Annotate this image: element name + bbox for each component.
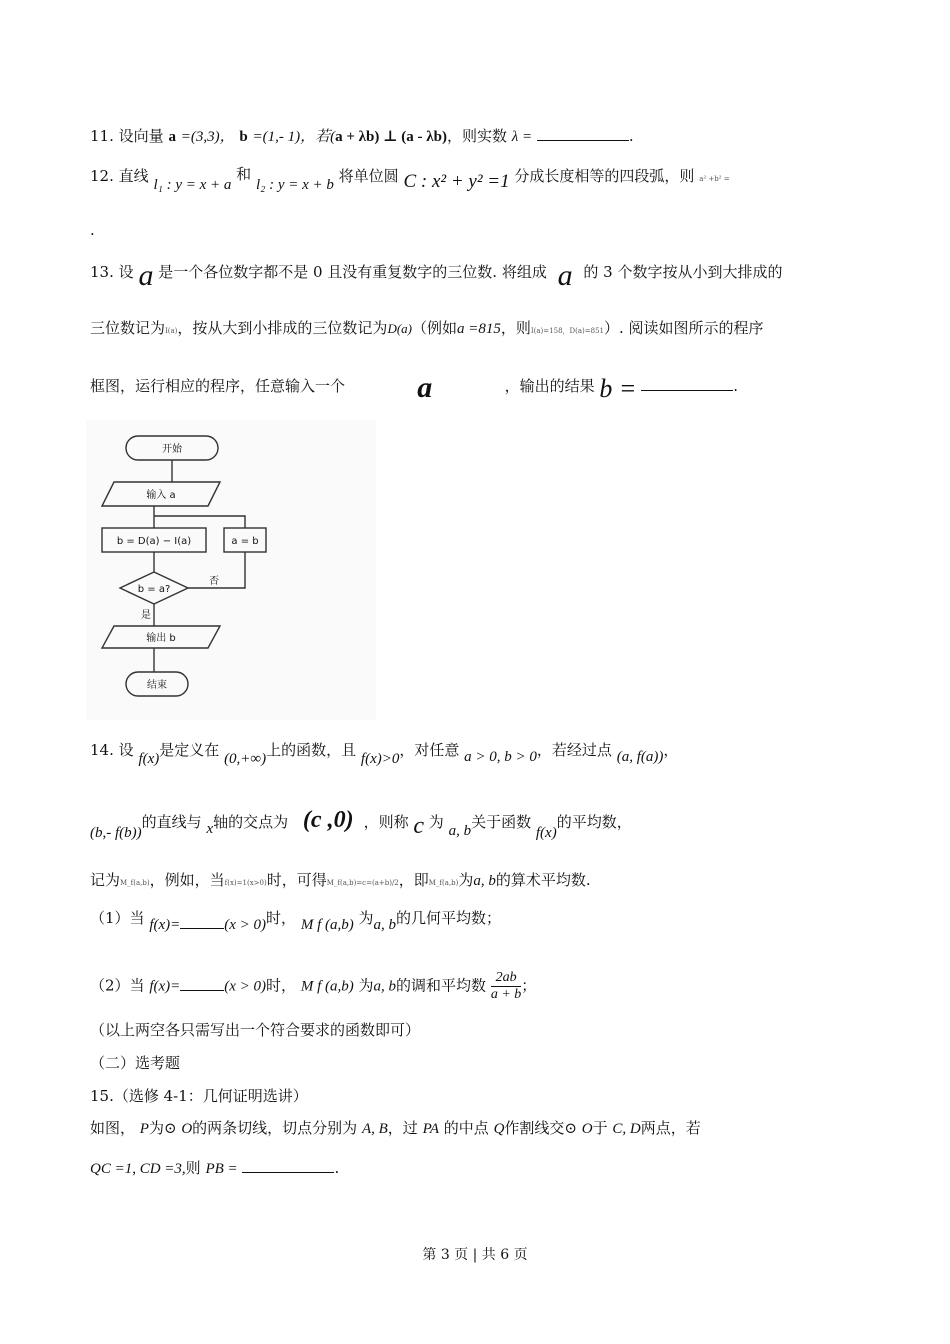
q15-text2: 为⊙ [148,1119,177,1137]
q14-mean-example: M_f(a,b)=c=(a+b)/2 [326,879,399,887]
fraction-numerator: 2ab [491,970,521,987]
q11-a-value: =(3,3)， [180,129,235,145]
q14-note [90,1020,420,1040]
q15-AB: A, B [361,1121,388,1137]
q15-head-text: 15.（选修 4-1：几何证明选讲） [90,1087,308,1105]
question-15-line1 [90,1118,701,1139]
question-14-line1 [90,740,679,767]
q12-ask: a² +b² = [699,175,730,183]
q12-line-l2: l₂ : y = x + b [255,177,334,193]
flow-input-label: 输入 a [146,490,176,501]
q14-point-a: (a, f(a)) [616,749,664,765]
q15-condition: QC =1, CD =3, [90,1161,186,1177]
q15-P: P [139,1121,149,1137]
question-13-line2 [90,318,764,341]
q14-text12: 记为 [90,871,121,889]
q14-subquestion-1 [90,908,502,933]
q14-Mf-2: M_f(a,b) [428,879,459,887]
q14-text17: 的算术平均数. [495,871,591,889]
q15-CD: C, D [612,1121,641,1137]
q11-vector-a: a [168,129,176,145]
q13-text1: 设 [118,263,134,281]
flow-assign-label: a = b [231,536,259,547]
q14-subquestion-2 [90,970,536,1003]
fraction-denominator: a + b [490,987,522,1002]
q12-text2: 将单位圆 [338,167,399,185]
q14-text3: 上的函数，且 [266,741,357,759]
q13-text10: ，输出的结果 [504,377,595,395]
q11-number: 11. [90,127,114,145]
q15-O: O [181,1121,193,1137]
q11-period: . [628,127,634,145]
q13-number: 13. [90,263,114,281]
q14-s2-wei: 为 [358,976,374,995]
q15-O2: O [581,1121,593,1137]
question-15-line2 [90,1158,339,1179]
q14-s1-ab: a, b [373,917,397,933]
flow-start-label: 开始 [162,444,182,455]
q14-s2-pre: （2）当 [90,976,145,995]
q13-text3: 的 3 个数字按从小到大排成的 [583,263,783,281]
q12-and: 和 [236,165,252,183]
q15-PB: PB = [205,1161,238,1177]
q13-Da: D(a) [387,321,412,336]
flow-no-label: 否 [209,576,219,587]
q15-Q: Q [493,1121,505,1137]
q13-text7: ，则 [500,319,531,337]
q14-s1-wei: 为 [358,909,374,927]
q13-text2: 是一个各位数字都不是 0 且没有重复数字的三位数. 将组成 [158,263,547,281]
q13-var-a2: a [557,259,573,292]
q14-s1-f: f(x)= [149,917,181,933]
q15-text9: 则 [185,1159,201,1177]
question-13-line1 [90,258,783,292]
q15-text3: 的两条切线，切点分别为 [192,1119,358,1137]
q11-b-value: =(1,- 1)，若( [252,129,336,145]
q14-point-b: (b,- f(b)) [90,825,142,841]
q13-answer-blank[interactable] [641,376,733,391]
question-13-line3 [90,371,738,404]
q12-line-l1: l₁ : y = x + a [153,177,232,193]
section-title [90,1053,180,1073]
q14-s2-ab: a, b [373,978,397,995]
q11-vector-b: b [239,129,248,145]
q12-text3: 分成长度相等的四段弧，则 [514,167,695,185]
q13-output-b: b = [599,374,637,403]
q11-answer-blank[interactable] [537,126,629,141]
q13-var-a1: a [138,259,154,292]
q13-text4: 三位数记为 [90,319,166,337]
q13-text8: ）. 阅读如图所示的程序 [604,319,764,337]
harmonic-mean-fraction [491,970,521,1003]
question-11 [90,126,634,147]
q15-text5: 的中点 [443,1119,489,1137]
q14-intersection: (c ,0) [302,807,354,833]
q14-s1-answer-blank[interactable] [180,914,224,929]
q14-text9: 为 [428,813,444,831]
q14-text6: 的直线与 [141,813,202,831]
flow-end-label: 结束 [147,680,167,691]
q14-s1-M: M f (a,b) [300,917,354,933]
q14-positive: f(x)>0 [360,751,400,767]
q14-text10: 关于函数 [471,813,532,831]
q15-text6: 作割线交⊙ [504,1119,577,1137]
q15-text7: 于 [592,1119,608,1137]
q14-text13: ，例如，当 [149,871,225,889]
q12-dot: . [90,221,95,239]
question-12 [90,165,730,193]
q13-text6: （例如 [411,319,457,337]
flow-compute-label: b = D(a) − I(a) [116,536,192,547]
q14-fx: f(x) [138,751,160,767]
q14-text8: ，则称 [363,813,409,831]
q14-s1-pre: （1）当 [90,909,145,927]
q14-text7: 轴的交点为 [213,813,289,831]
q14-text11: 的平均数， [556,813,632,831]
q14-ab-2: a, b [448,823,472,839]
q14-text4: ，对任意 [399,741,460,759]
question-14-line2 [90,807,632,841]
q14-s2-time: 时， [266,976,297,995]
q14-text14: 时，可得 [266,871,327,889]
q13-text5: ，按从大到小排成的三位数记为 [177,319,388,337]
q14-s2-f: f(x)= [149,978,181,995]
q12-text: 直线 [118,167,149,185]
q14-s2-M: M f (a,b) [300,978,354,995]
q13-example: a =815 [457,321,501,337]
q14-text16: 为 [458,871,474,889]
q15-period: . [334,1159,340,1177]
q14-number: 14. [90,741,114,759]
q11-expression: a + λb) ⊥ (a - λb) [335,129,447,145]
q12-number: 12. [90,167,114,185]
q11-tail: ，则实数 [446,127,507,145]
section-title-text: （二）选考题 [90,1054,181,1072]
q14-s2-cond: (x > 0) [224,978,267,995]
q14-domain: (0,+∞) [224,751,267,767]
q14-text1: 设 [118,741,134,759]
flow-yes-label: 是 [141,610,151,621]
q13-example-I: I(a)=158， [530,327,570,335]
q14-s2-end: 的调和平均数 [396,976,487,995]
q14-text15: ，即 [398,871,429,889]
q14-note-text: （以上两空各只需写出一个符合要求的函数即可） [90,1021,421,1039]
q14-s1-time: 时， [266,909,297,927]
program-flowchart [86,420,376,720]
q14-text5: ，若经过点 [536,741,612,759]
q15-answer-blank[interactable] [242,1158,334,1173]
q14-ab-3: a, b [473,873,496,889]
q13-period: . [733,377,738,395]
q12-trailing-dot [90,220,95,240]
q14-comma: ， [663,741,679,759]
q14-s2-semicolon: ； [521,976,537,995]
q11-text: 设向量 [118,127,164,145]
q14-text2: 是定义在 [159,741,220,759]
q15-text8: 两点，若 [640,1119,701,1137]
question-14-line3 [90,870,591,893]
q13-text9: 框图，运行相应的程序，任意输入一个 [90,377,346,395]
q14-Mf: M_f(a,b) [120,879,150,887]
flow-cond-label: b = a? [137,584,171,595]
question-15-head [90,1086,308,1106]
q11-lambda: λ = [511,129,533,145]
q15-PA: PA [422,1121,439,1137]
q13-Ia: I(a) [165,327,178,335]
q14-c: c [413,813,425,839]
q14-s1-cond: (x > 0) [224,917,267,933]
q14-f-example: f(x)=1(x>0) [224,879,267,887]
q14-s1-end: 的几何平均数； [396,909,502,927]
flow-output-label: 输出 b [146,633,176,644]
page-footer: 第 3 页 | 共 6 页 [422,1247,528,1263]
q15-text4: ，过 [387,1119,418,1137]
q15-text1: 如图， [90,1119,136,1137]
q12-unit-circle: C : x² + y² =1 [403,171,510,192]
q13-example-D: D(a)=851 [569,327,605,335]
q14-fx-2: f(x) [535,825,557,841]
q14-s2-answer-blank[interactable] [180,976,224,991]
q14-ab-positive: a > 0, b > 0 [464,749,537,765]
q13-var-a3: a [417,371,433,404]
q14-x: x [206,821,214,837]
